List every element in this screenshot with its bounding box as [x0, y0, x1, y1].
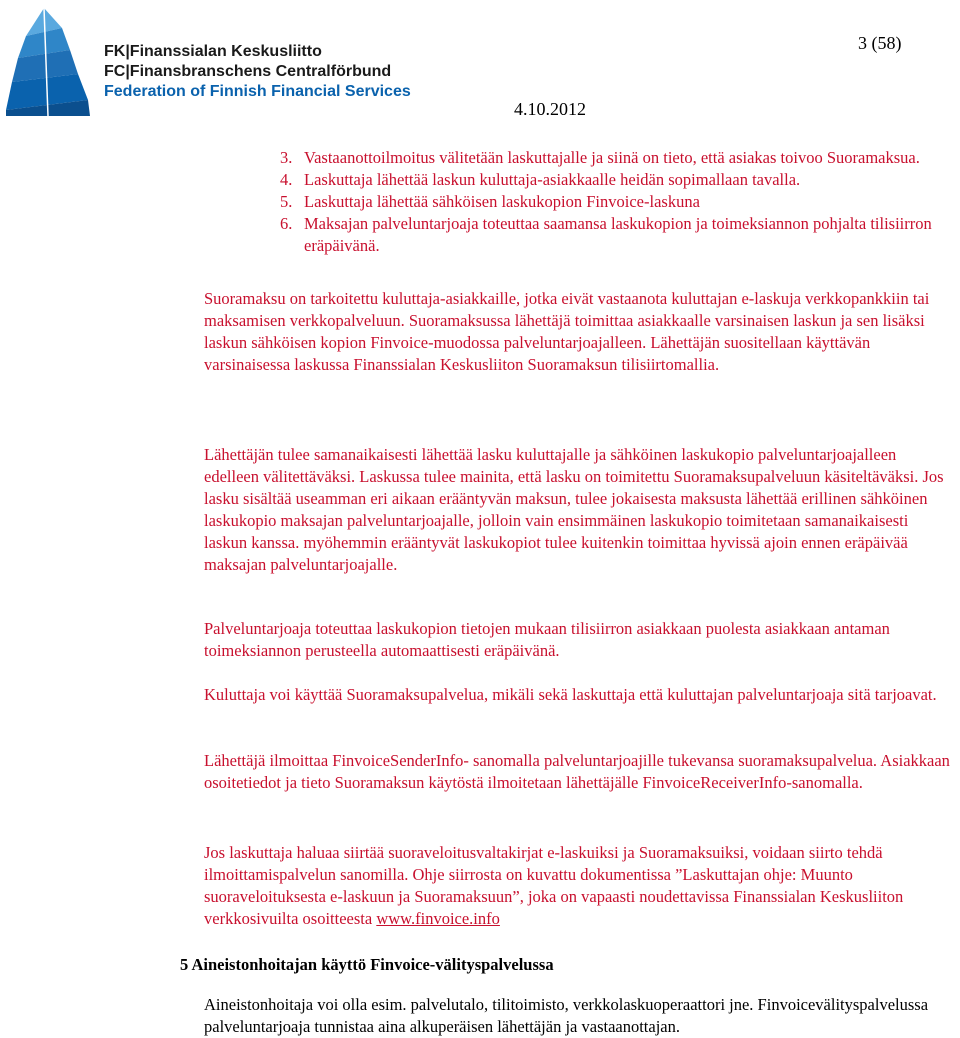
finvoice-link[interactable]: www.finvoice.info: [376, 909, 500, 928]
paragraph-provider-transfer: Palveluntarjoaja toteuttaa laskukopion tietojen mukaan tilisiirron asiakkaan puolesta asiakkaan antaman toimeksiannon perusteella automaattisesti eräpäivänä.: [204, 619, 890, 660]
list-item: [280, 147, 950, 169]
list-number: 6.: [280, 214, 293, 233]
page-header: [0, 0, 960, 125]
paragraph-consumer-usage: Kuluttaja voi käyttää Suoramaksupalvelua, mikäli sekä laskuttaja että kuluttajan palveluntarjoaja sitä tarjoavat.: [204, 685, 937, 704]
paragraph-senderinfo: Lähettäjä ilmoittaa FinvoiceSenderInfo- sanomalla palveluntarjoajille tukevansa suoramaksupalvelua. Asiakkaan osoitetiedot ja tieto Suoramaksun käytöstä ilmoitetaan lähettäjälle FinvoiceReceiverInfo-sanomalla.: [204, 751, 950, 792]
fk-logo-icon: [4, 6, 92, 118]
org-name-en: Federation of Finnish Financial Services: [104, 83, 411, 100]
list-item: [280, 191, 950, 213]
section-body: Aineistonhoitaja voi olla esim. palvelutalo, tilitoimisto, verkkolaskuoperaattori jne. Finvoicevälityspalvelussa palveluntarjoaja tunnistaa aina alkuperäisen lähettäjän ja vastaanottajan.: [204, 995, 929, 1036]
list-item-text: Vastaanottoilmoitus välitetään laskuttajalle ja siinä on tieto, että asiakas toivoo Suoramaksua.: [304, 148, 920, 167]
section-heading: 5 Aineistonhoitajan käyttö Finvoice-välityspalvelussa: [180, 955, 554, 974]
migration-text: Jos laskuttaja haluaa siirtää suoraveloitusvaltakirjat e-laskuiksi ja Suoramaksuiksi, voidaan siirto tehdä ilmoittamispalvelun sanomilla. Ohje siirrosta on kuvattu dokumentissa ”Laskuttajan ohje: Muunto suoraveloituksesta e-laskuun ja Suoramaksuun”, joka on vapaasti noudettavissa Finanssialan Keskusliiton verkkosivuilta osoitteesta: [204, 843, 904, 928]
list-number: 5.: [280, 192, 293, 211]
list-item-text: Laskuttaja lähettää sähköisen laskukopion Finvoice-laskuna: [304, 192, 700, 211]
org-name-fi: FK|Finanssialan Keskusliitto: [104, 43, 322, 60]
list-item: [280, 169, 950, 191]
document-date: 4.10.2012: [514, 99, 586, 119]
paragraph-suoramaksu-purpose: Suoramaksu on tarkoitettu kuluttaja-asiakkaille, jotka eivät vastaanota kuluttajan e-laskuja verkkopankkiin tai maksamisen verkkopalveluun. Suoramaksussa lähettäjä toimittaa asiakkaalle varsinaisen laskun ja sen lisäksi laskun sähköisen kopion Finvoice-muodossa palveluntarjoajalleen. Lähettäjän suositellaan käyttävän varsinaisessa laskussa Finanssialan Keskusliiton Suoramaksun tilisiirtomallia.: [204, 289, 930, 374]
list-item-text: Maksajan palveluntarjoaja toteuttaa saamansa laskukopion ja toimeksiannon pohjalta tilisiirron eräpäivänä.: [304, 214, 932, 255]
paragraph-sending-copies: Lähettäjän tulee samanaikaisesti lähettää lasku kuluttajalle ja sähköinen laskukopio palveluntarjoajalleen edelleen välitettäväksi. Laskussa tulee mainita, että lasku on toimitettu Suoramaksupalveluun käsiteltäväksi. Jos lasku sisältää useamman eri aikaan erääntyvän maksun, tulee jokaisesta maksusta lähettää erillinen sähköinen laskukopio maksajan palveluntarjoajalle, jolloin vain ensimmäinen laskukopio toimitetaan samanaikaisesti laskun kanssa. myöhemmin erääntyvät laskukopiot tulee kuitenkin toimittaa hyvissä ajoin ennen eräpäivää maksajan palveluntarjoajalle.: [204, 445, 944, 574]
list-item-text: Laskuttaja lähettää laskun kuluttaja-asiakkaalle heidän sopimallaan tavalla.: [304, 170, 801, 189]
numbered-list: [280, 147, 950, 257]
org-name-sv: FC|Finansbranschens Centralförbund: [104, 63, 392, 80]
page-number: 3 (58): [858, 33, 902, 53]
list-item: [280, 213, 950, 257]
paragraph-direct-debit-migration: [204, 842, 952, 930]
list-number: 4.: [280, 170, 293, 189]
list-number: 3.: [280, 148, 293, 167]
organization-name: [104, 42, 411, 102]
